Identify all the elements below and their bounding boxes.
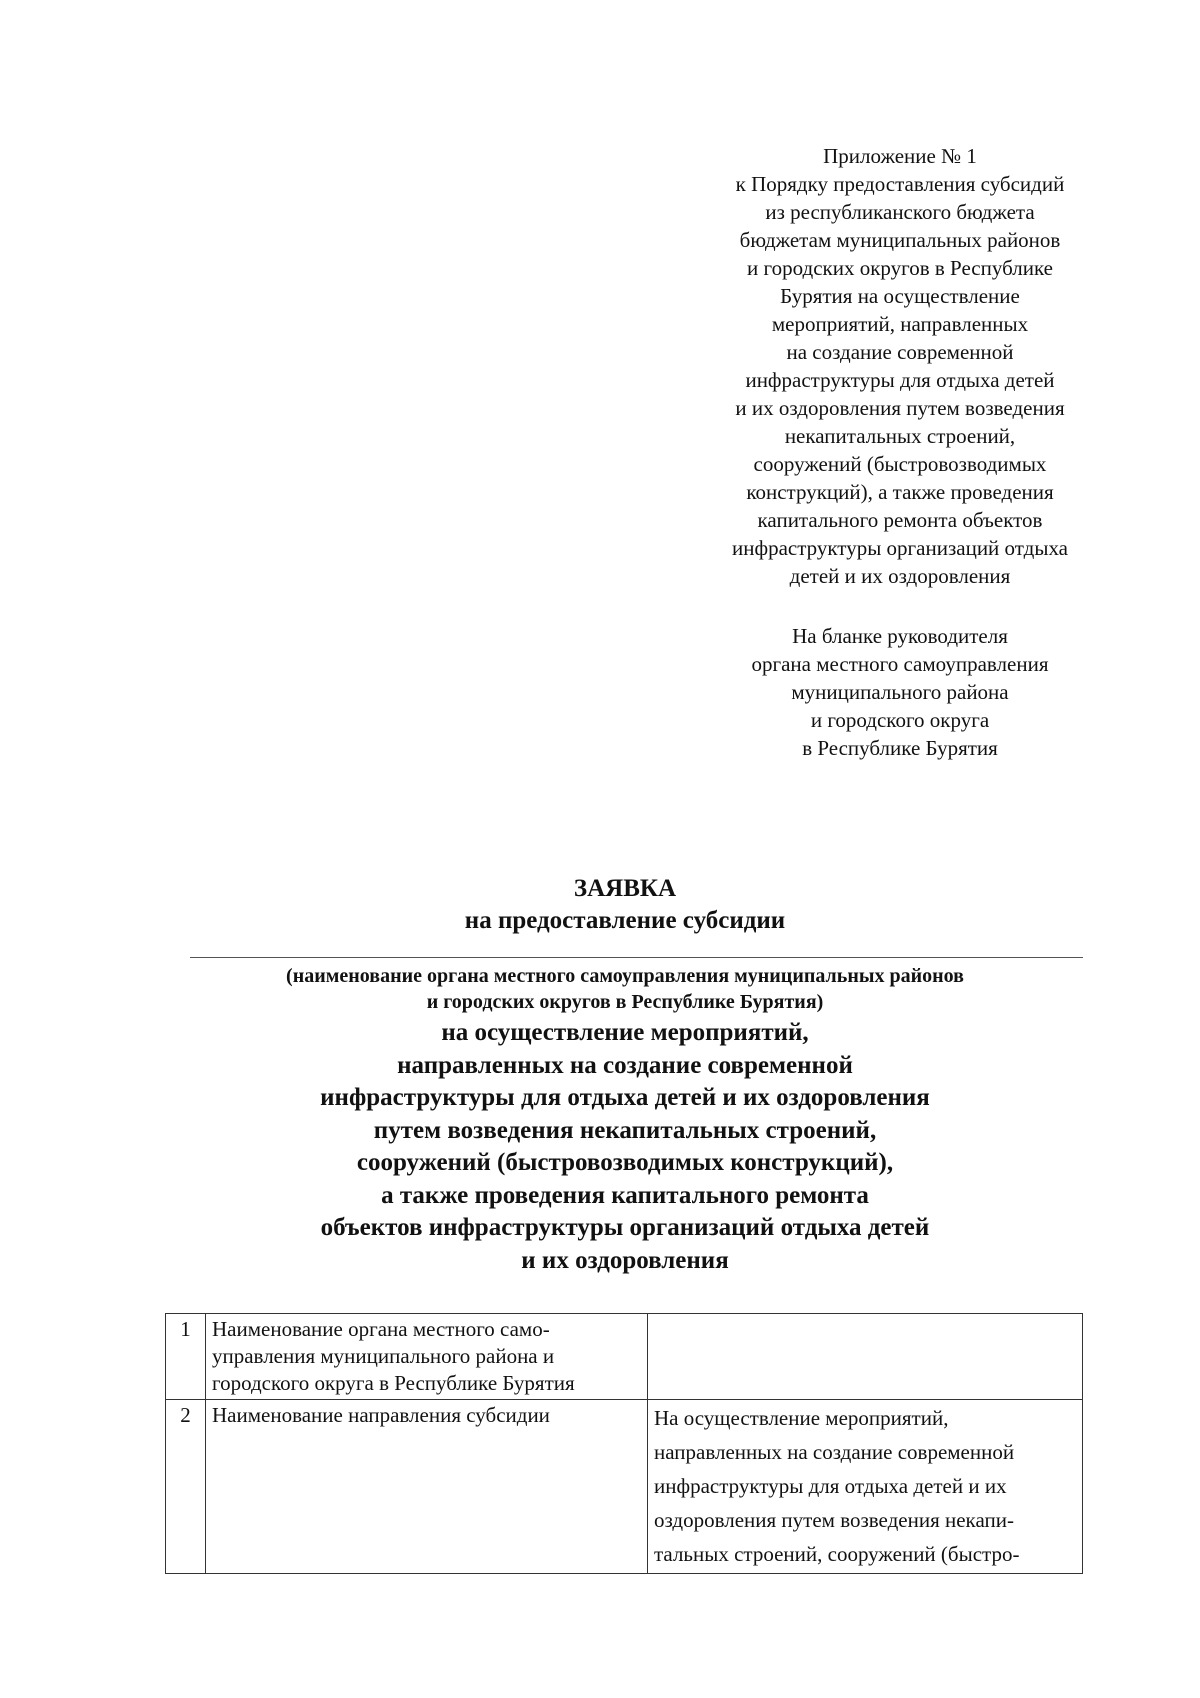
value-line: тальных строений, сооружений (быстро- (654, 1542, 1020, 1566)
appendix-line: инфраструктуры организаций отдыха (731, 536, 1069, 560)
appendix-line: к Порядку предоставления субсидий (735, 172, 1065, 196)
caption-line: и городских округов в Республике Бурятия) (426, 991, 824, 1013)
application-table (165, 1313, 1083, 1574)
appendix-line: и их оздоровления путем возведения (735, 396, 1065, 420)
letterhead-line: органа местного самоуправления (751, 652, 1049, 676)
table-row (166, 1400, 1083, 1574)
letterhead-line: муниципального района (791, 680, 1009, 704)
purpose-line: сооружений (быстровозводимых конструкций), (356, 1149, 894, 1176)
purpose-heading (165, 1017, 1085, 1277)
letterhead-line: На бланке руководителя (792, 624, 1008, 648)
label-line: Наименование органа местного само- (212, 1317, 550, 1341)
title-line: ЗАЯВКА (573, 875, 677, 902)
value-line: направленных на создание современной (654, 1440, 1015, 1464)
letterhead-line: и городского округа (810, 708, 990, 732)
purpose-line: направленных на создание современной (397, 1051, 853, 1079)
letterhead-note (690, 622, 1110, 762)
row-number: 1 (166, 1314, 206, 1400)
appendix-line: Приложение № 1 (823, 144, 977, 168)
label-line: управления муниципального района и (212, 1344, 555, 1368)
appendix-line: на создание современной (786, 340, 1014, 364)
purpose-line: на осуществление мероприятий, (441, 1019, 809, 1046)
label-line: Наименование направления субсидии (212, 1403, 550, 1427)
title-line: на предоставление субсидии (464, 907, 786, 934)
purpose-line: объектов инфраструктуры организаций отдыха детей (320, 1214, 930, 1241)
letterhead-line: в Республике Бурятия (802, 736, 998, 760)
appendix-line: бюджетам муниципальных районов (739, 228, 1061, 252)
fill-in-line (190, 957, 1083, 958)
appendix-line: конструкций), а также проведения (746, 480, 1054, 504)
purpose-line: а также проведения капитального ремонта (381, 1181, 869, 1209)
purpose-line: и их оздоровления (521, 1246, 729, 1274)
purpose-line: путем возведения некапитальных строений, (373, 1116, 877, 1144)
appendix-header (690, 142, 1110, 590)
row-value (648, 1400, 1083, 1574)
row-number: 2 (166, 1400, 206, 1574)
row-value-empty[interactable] (648, 1314, 1083, 1400)
document-title (165, 873, 1085, 937)
appendix-line: инфраструктуры для отдыха детей (745, 368, 1055, 392)
row-label (206, 1400, 648, 1574)
appendix-line: капитального ремонта объектов (757, 508, 1043, 532)
table-row (166, 1314, 1083, 1400)
label-line: городского округа в Республике Бурятия (212, 1371, 575, 1395)
appendix-line: мероприятий, направленных (771, 312, 1029, 336)
purpose-line: инфраструктуры для отдыха детей и их оздоровления (320, 1084, 930, 1111)
value-line: инфраструктуры для отдыха детей и их (654, 1474, 1007, 1498)
appendix-line: из республиканского бюджета (765, 200, 1035, 224)
appendix-line: некапитальных строений, (784, 424, 1016, 448)
appendix-line: и городских округов в Республике (747, 256, 1053, 280)
caption-line: (наименование органа местного самоуправления муниципальных районов (286, 965, 964, 987)
value-line: оздоровления путем возведения некапи- (654, 1508, 1014, 1532)
value-line: На осуществление мероприятий, (654, 1406, 949, 1430)
appendix-line: Бурятия на осуществление (780, 284, 1020, 308)
appendix-line: сооружений (быстровозводимых (753, 452, 1047, 476)
appendix-line: детей и их оздоровления (789, 564, 1011, 588)
row-label (206, 1314, 648, 1400)
fill-in-caption (165, 963, 1085, 1015)
